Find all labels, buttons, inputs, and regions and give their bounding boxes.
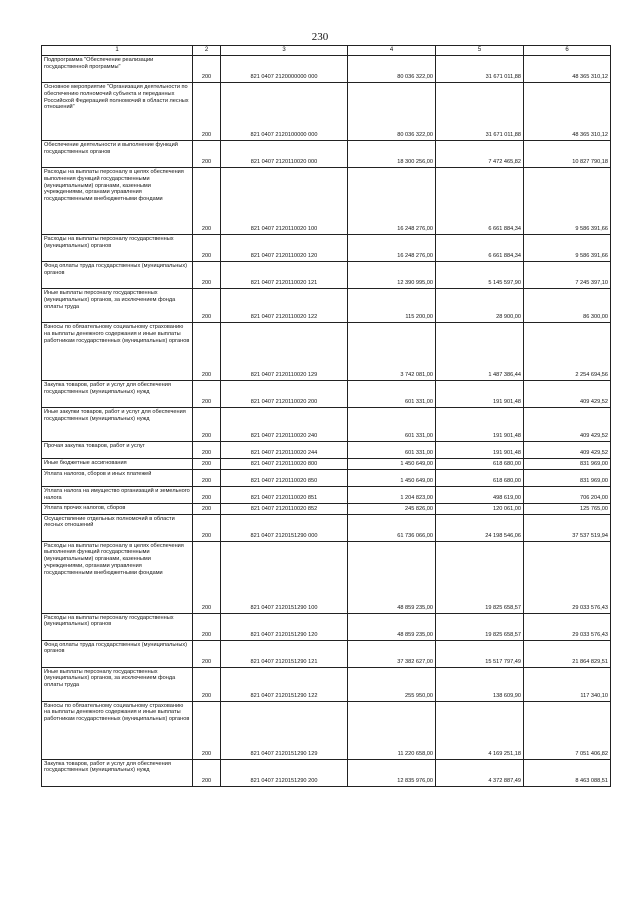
table-row: [42, 141, 611, 168]
row-vr: 200: [193, 408, 221, 442]
row-remaining: 7 245 397,10: [524, 262, 611, 289]
row-executed: 24 198 546,06: [436, 514, 524, 541]
column-header-6: 6: [524, 46, 611, 56]
row-code: 821 0407 2120110020 244: [221, 442, 348, 459]
row-code: 821 0407 2120110020 121: [221, 262, 348, 289]
table-row: [42, 759, 611, 786]
row-remaining: 7 051 406,82: [524, 701, 611, 759]
table-header-row: [42, 46, 611, 56]
row-vr: 200: [193, 235, 221, 262]
row-code: 821 0407 2120110020 200: [221, 381, 348, 408]
row-approved: 80 036 322,00: [348, 56, 436, 83]
row-name: Основное мероприятие "Организация деятельности по обеспечению полномочий субъекта и переданных Российской Федерацией полномочий в области лесных отношений": [42, 83, 193, 141]
row-code: 821 0407 2120110020 122: [221, 289, 348, 323]
row-name: Взносы по обязательному социальному страхованию на выплаты денежного содержания и иные выплаты работникам государственных (муниципальных) органов: [42, 701, 193, 759]
row-executed: 5 145 597,90: [436, 262, 524, 289]
row-executed: 4 169 251,18: [436, 701, 524, 759]
row-executed: 19 825 658,57: [436, 541, 524, 613]
table-row: [42, 235, 611, 262]
row-executed: 19 825 658,57: [436, 613, 524, 640]
row-remaining: 8 463 088,51: [524, 759, 611, 786]
row-remaining: 831 969,00: [524, 470, 611, 487]
row-name: Расходы на выплаты персоналу государственных (муниципальных) органов: [42, 613, 193, 640]
row-remaining: 409 429,52: [524, 408, 611, 442]
row-approved: 11 220 658,00: [348, 701, 436, 759]
row-remaining: 409 429,52: [524, 381, 611, 408]
row-vr: 200: [193, 381, 221, 408]
row-vr: 200: [193, 323, 221, 381]
row-code: 821 0407 2120151290 000: [221, 514, 348, 541]
row-remaining: 125 765,00: [524, 503, 611, 514]
row-code: 821 0407 2120110020 852: [221, 503, 348, 514]
row-executed: 138 609,90: [436, 667, 524, 701]
row-vr: 200: [193, 701, 221, 759]
row-approved: 1 204 823,00: [348, 487, 436, 504]
row-vr: 200: [193, 667, 221, 701]
row-approved: 1 450 649,00: [348, 470, 436, 487]
row-vr: 200: [193, 442, 221, 459]
column-header-5: 5: [436, 46, 524, 56]
row-name: Обеспечение деятельности и выполнение функций государственных органов: [42, 141, 193, 168]
row-executed: 31 671 011,88: [436, 83, 524, 141]
row-name: Иные бюджетные ассигнования: [42, 459, 193, 470]
table-row: [42, 168, 611, 235]
row-executed: 15 517 797,49: [436, 640, 524, 667]
row-name: Иные закупки товаров, работ и услуг для обеспечения государственных (муниципальных) нужд: [42, 408, 193, 442]
row-executed: 191 901,48: [436, 442, 524, 459]
row-approved: 48 859 235,00: [348, 541, 436, 613]
row-executed: 191 901,48: [436, 408, 524, 442]
row-code: 821 0407 2120151290 121: [221, 640, 348, 667]
row-approved: 3 742 081,00: [348, 323, 436, 381]
row-name: Осуществление отдельных полномочий в области лесных отношений: [42, 514, 193, 541]
row-approved: 37 382 627,00: [348, 640, 436, 667]
column-header-4: 4: [348, 46, 436, 56]
row-remaining: 9 586 391,66: [524, 168, 611, 235]
row-approved: 12 835 976,00: [348, 759, 436, 786]
row-remaining: 706 204,00: [524, 487, 611, 504]
row-vr: 200: [193, 487, 221, 504]
table-row: [42, 503, 611, 514]
row-remaining: 48 365 310,12: [524, 56, 611, 83]
row-approved: 601 331,00: [348, 442, 436, 459]
row-approved: 1 450 649,00: [348, 459, 436, 470]
row-executed: 7 472 465,82: [436, 141, 524, 168]
row-vr: 200: [193, 262, 221, 289]
row-vr: 200: [193, 541, 221, 613]
row-remaining: 831 969,00: [524, 459, 611, 470]
page-number: 230: [311, 31, 329, 43]
row-vr: 200: [193, 56, 221, 83]
row-executed: 4 372 887,49: [436, 759, 524, 786]
row-executed: 6 661 884,34: [436, 168, 524, 235]
row-code: 821 0407 2120151290 200: [221, 759, 348, 786]
row-code: 821 0407 2120110020 850: [221, 470, 348, 487]
row-name: Закупка товаров, работ и услуг для обеспечения государственных (муниципальных) нужд: [42, 381, 193, 408]
row-code: 821 0407 2120151290 129: [221, 701, 348, 759]
row-code: 821 0407 2120000000 000: [221, 56, 348, 83]
row-approved: 80 036 322,00: [348, 83, 436, 141]
row-remaining: 10 827 790,18: [524, 141, 611, 168]
table-row: [42, 640, 611, 667]
row-remaining: 409 429,52: [524, 442, 611, 459]
row-executed: 1 487 386,44: [436, 323, 524, 381]
row-executed: 498 619,00: [436, 487, 524, 504]
row-approved: 255 950,00: [348, 667, 436, 701]
row-executed: 120 061,00: [436, 503, 524, 514]
row-vr: 200: [193, 459, 221, 470]
row-approved: 115 200,00: [348, 289, 436, 323]
table-row: [42, 442, 611, 459]
row-vr: 200: [193, 83, 221, 141]
table-row: [42, 289, 611, 323]
row-remaining: 37 537 519,94: [524, 514, 611, 541]
row-code: 821 0407 2120151290 100: [221, 541, 348, 613]
row-vr: 200: [193, 613, 221, 640]
row-executed: 618 680,00: [436, 459, 524, 470]
row-executed: 6 661 884,34: [436, 235, 524, 262]
row-approved: 18 300 256,00: [348, 141, 436, 168]
row-vr: 200: [193, 503, 221, 514]
row-approved: 16 248 276,00: [348, 235, 436, 262]
row-code: 821 0407 2120110020 120: [221, 235, 348, 262]
row-remaining: 9 586 391,66: [524, 235, 611, 262]
row-name: Иные выплаты персоналу государственных (муниципальных) органов, за исключением фонда оплаты труда: [42, 667, 193, 701]
row-approved: 601 331,00: [348, 408, 436, 442]
table-row: [42, 514, 611, 541]
row-vr: 200: [193, 640, 221, 667]
row-approved: 16 248 276,00: [348, 168, 436, 235]
row-approved: 61 736 066,00: [348, 514, 436, 541]
row-remaining: 21 864 829,51: [524, 640, 611, 667]
row-name: Подпрограмма "Обеспечение реализации государственной программы": [42, 56, 193, 83]
row-name: Расходы на выплаты персоналу в целях обеспечения выполнения функций государственными (муниципальными) органами, казенными учреждениями, органами управления государственными внебюджетными фондами: [42, 541, 193, 613]
row-code: 821 0407 2120110020 240: [221, 408, 348, 442]
row-remaining: 29 033 576,43: [524, 541, 611, 613]
row-executed: 191 901,48: [436, 381, 524, 408]
table-row: [42, 487, 611, 504]
row-name: Фонд оплаты труда государственных (муниципальных) органов: [42, 640, 193, 667]
table-row: [42, 701, 611, 759]
row-code: 821 0407 2120151290 122: [221, 667, 348, 701]
row-name: Взносы по обязательному социальному страхованию на выплаты денежного содержания и иные выплаты работникам государственных (муниципальных) органов: [42, 323, 193, 381]
row-vr: 200: [193, 289, 221, 323]
row-name: Расходы на выплаты персоналу государственных (муниципальных) органов: [42, 235, 193, 262]
row-code: 821 0407 2120100000 000: [221, 83, 348, 141]
row-name: Уплата налогов, сборов и иных платежей: [42, 470, 193, 487]
table-row: [42, 459, 611, 470]
row-name: Фонд оплаты труда государственных (муниципальных) органов: [42, 262, 193, 289]
row-vr: 200: [193, 514, 221, 541]
table-row: [42, 613, 611, 640]
row-remaining: 117 340,10: [524, 667, 611, 701]
row-name: Закупка товаров, работ и услуг для обеспечения государственных (муниципальных) нужд: [42, 759, 193, 786]
row-remaining: 48 365 310,12: [524, 83, 611, 141]
row-name: Уплата прочих налогов, сборов: [42, 503, 193, 514]
budget-table: [41, 45, 611, 787]
row-vr: 200: [193, 141, 221, 168]
table-row: [42, 56, 611, 83]
row-approved: 601 331,00: [348, 381, 436, 408]
table-row: [42, 470, 611, 487]
row-code: 821 0407 2120110020 100: [221, 168, 348, 235]
column-header-3: 3: [221, 46, 348, 56]
row-name: Иные выплаты персоналу государственных (муниципальных) органов, за исключением фонда оплаты труда: [42, 289, 193, 323]
row-code: 821 0407 2120110020 800: [221, 459, 348, 470]
row-code: 821 0407 2120151290 120: [221, 613, 348, 640]
row-code: 821 0407 2120110020 129: [221, 323, 348, 381]
table-row: [42, 83, 611, 141]
row-executed: 28 900,00: [436, 289, 524, 323]
row-vr: 200: [193, 168, 221, 235]
row-remaining: 2 254 694,56: [524, 323, 611, 381]
table-row: [42, 323, 611, 381]
row-executed: 618 680,00: [436, 470, 524, 487]
row-remaining: 29 033 576,43: [524, 613, 611, 640]
row-approved: 48 859 235,00: [348, 613, 436, 640]
row-code: 821 0407 2120110020 000: [221, 141, 348, 168]
row-remaining: 86 300,00: [524, 289, 611, 323]
row-approved: 12 390 995,00: [348, 262, 436, 289]
table-row: [42, 262, 611, 289]
row-code: 821 0407 2120110020 851: [221, 487, 348, 504]
table-row: [42, 541, 611, 613]
column-header-1: 1: [42, 46, 193, 56]
row-name: Расходы на выплаты персоналу в целях обеспечения выполнения функций государственными (муниципальными) органами, казенными учреждениями, органами управления государственными внебюджетными фондами: [42, 168, 193, 235]
row-name: Прочая закупка товаров, работ и услуг: [42, 442, 193, 459]
column-header-2: 2: [193, 46, 221, 56]
table-row: [42, 381, 611, 408]
row-vr: 200: [193, 759, 221, 786]
row-vr: 200: [193, 470, 221, 487]
table-row: [42, 667, 611, 701]
row-executed: 31 671 011,88: [436, 56, 524, 83]
table-row: [42, 408, 611, 442]
row-approved: 245 826,00: [348, 503, 436, 514]
row-name: Уплата налога на имущество организаций и земельного налога: [42, 487, 193, 504]
